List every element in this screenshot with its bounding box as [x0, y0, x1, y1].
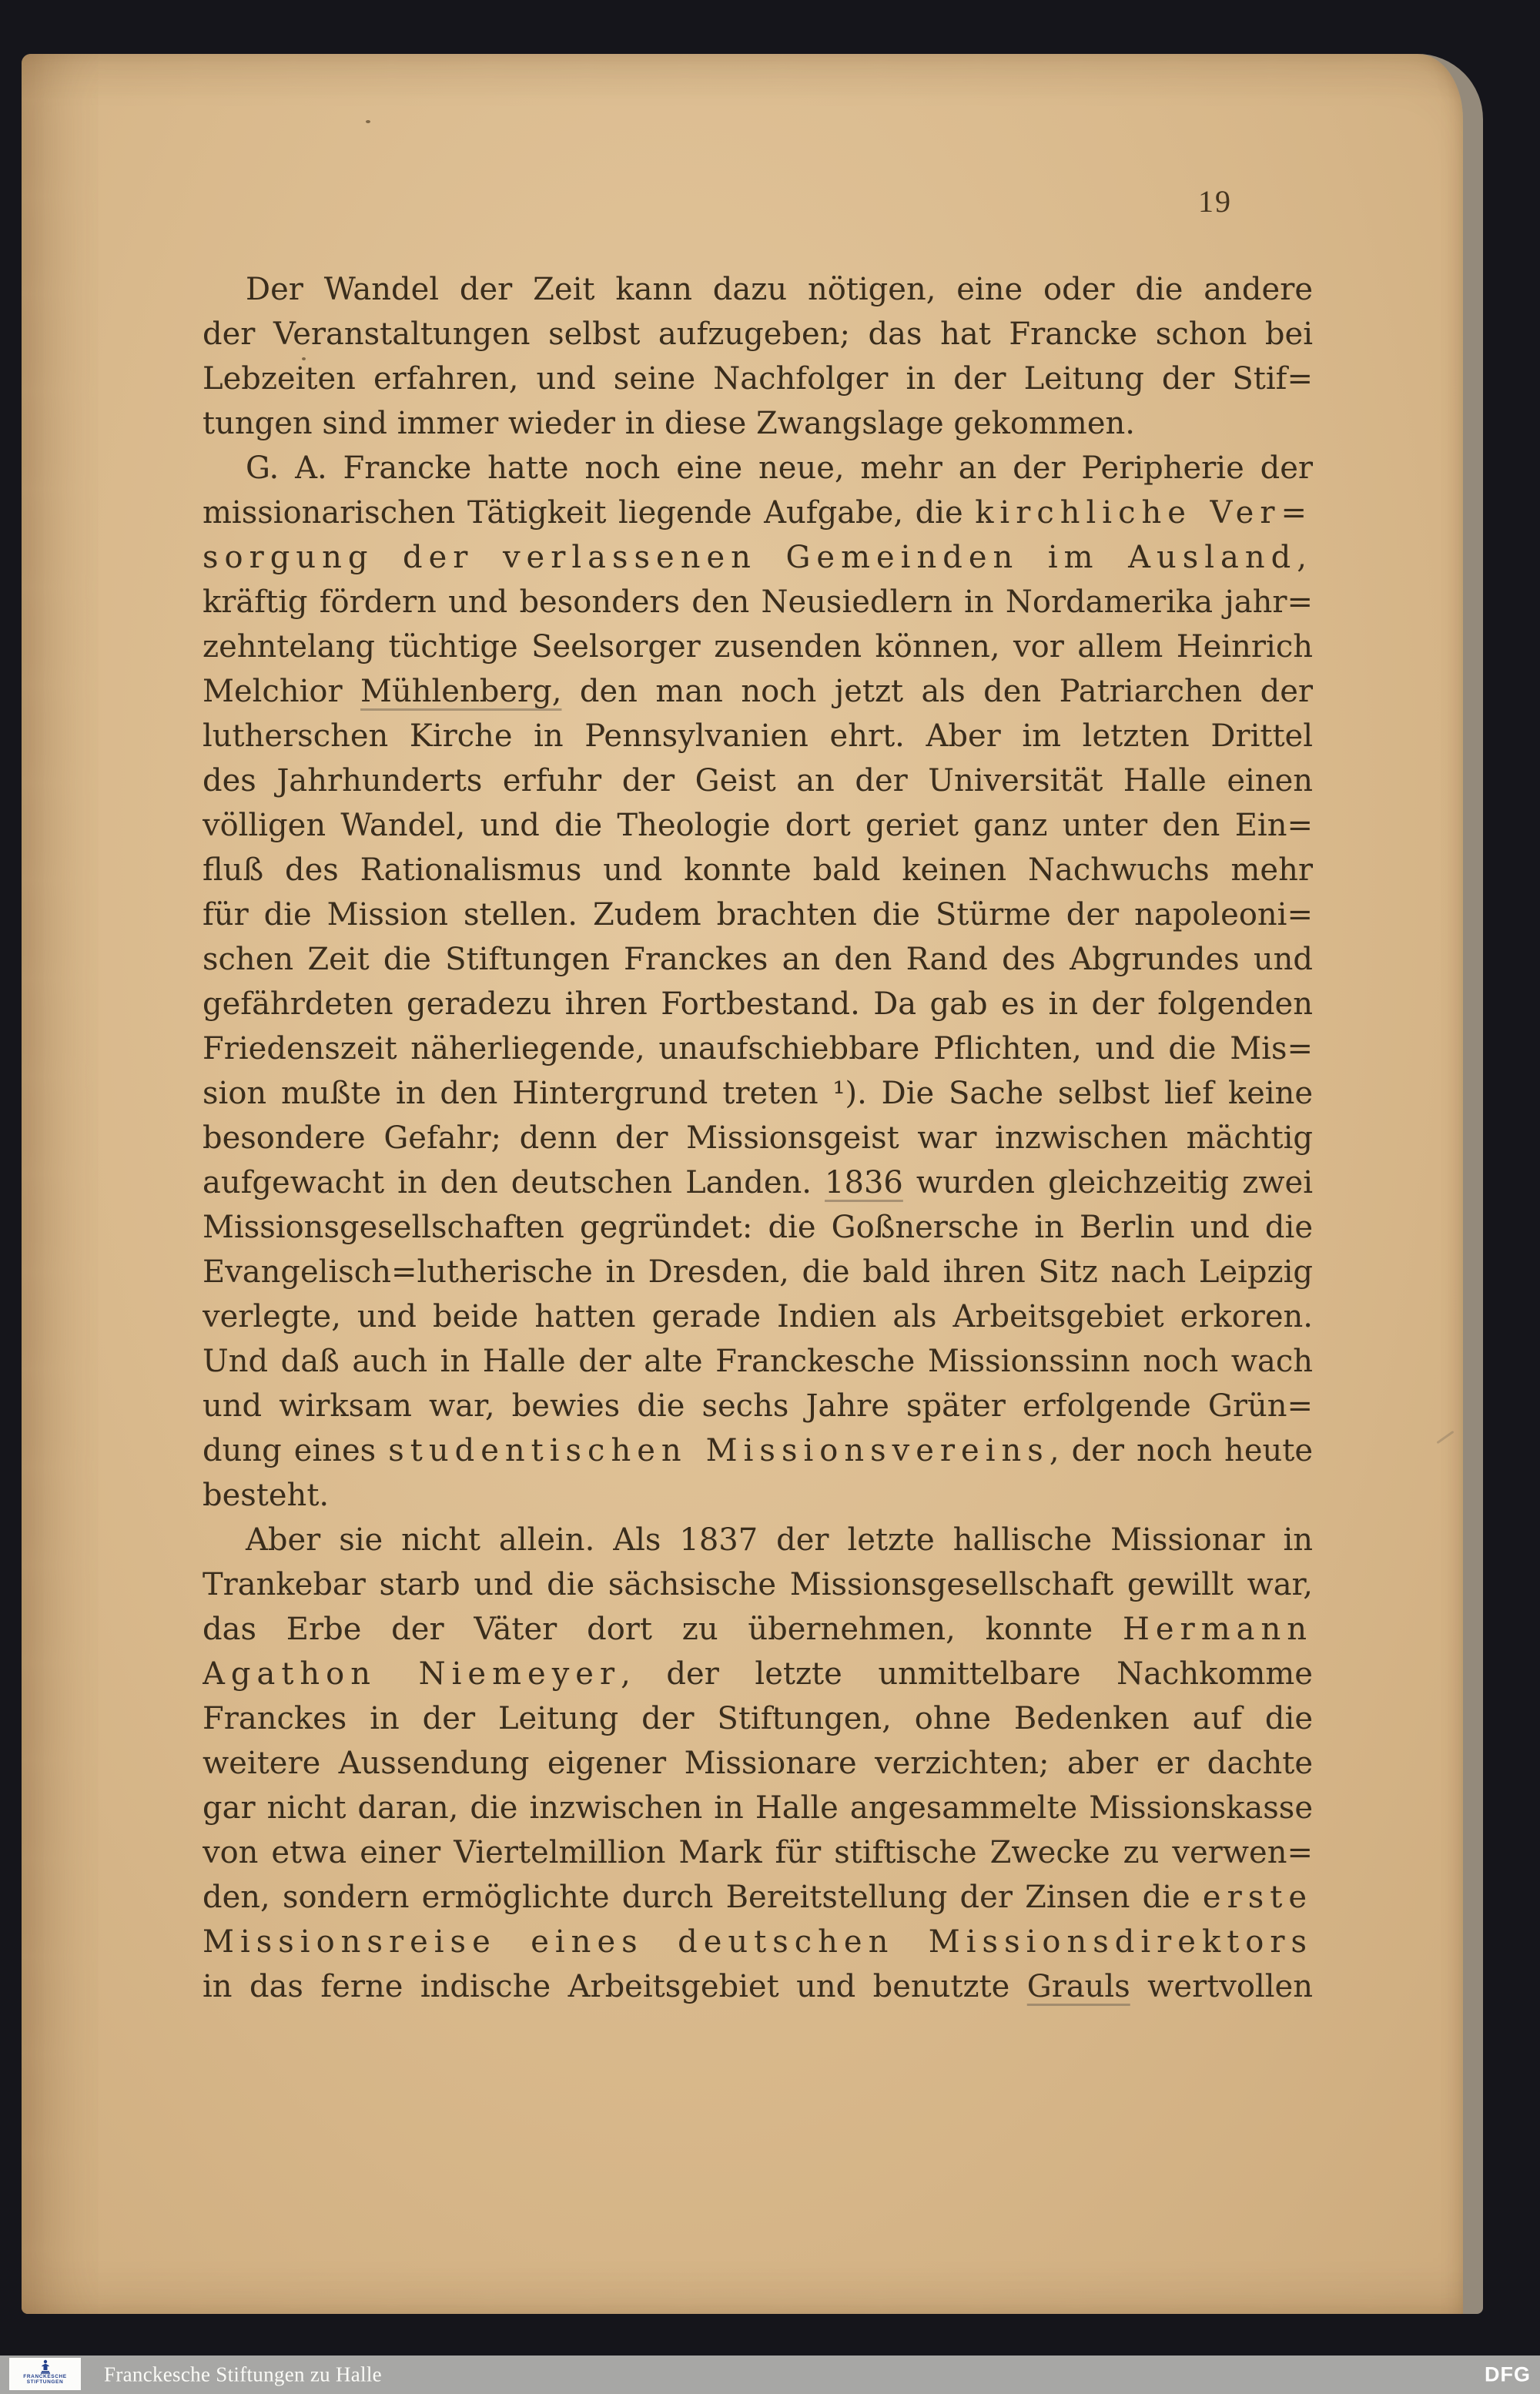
text-segment: Franckes in der Leitung der Stiftungen, ohne Bedenken auf die [203, 1701, 1313, 1736]
text-line [203, 312, 1313, 357]
text-segment: aufgewacht in den deutschen Landen. [203, 1165, 825, 1200]
text-line [203, 267, 1313, 312]
text-segment: Missionsreise eines deutschen Missionsdirektors [203, 1924, 1313, 1960]
text-line [203, 446, 1313, 491]
text-line [203, 1026, 1313, 1071]
text-block [203, 267, 1313, 2009]
text-segment: von etwa einer Viertelmillion Mark für stiftische Zwecke zu verwen= [203, 1835, 1313, 1870]
text-segment: besteht. [203, 1478, 330, 1513]
text-segment: verlegte, und beide hatten gerade Indien als Arbeitsgebiet erkoren. [203, 1299, 1313, 1334]
text-segment: fluß des Rationalismus und konnte bald keinen Nachwuchs mehr [203, 852, 1313, 888]
text-segment: für die Mission stellen. Zudem brachten die Stürme der napoleoni= [203, 897, 1313, 932]
dfg-logo: DFG [1485, 2362, 1531, 2386]
pencil-margin-mark [1436, 1431, 1454, 1444]
text-segment: kirchliche Ver= [975, 495, 1313, 531]
text-line [203, 669, 1313, 714]
text-segment: wertvollen [1130, 1969, 1313, 2004]
text-line [203, 1652, 1313, 1696]
text-line [203, 1250, 1313, 1294]
text-line [203, 1964, 1313, 2009]
text-line [203, 714, 1313, 758]
text-line [203, 535, 1313, 580]
logo-text-line1: FRANCKESCHE [23, 2374, 67, 2379]
text-segment: dung eines [203, 1433, 389, 1468]
text-line [203, 1116, 1313, 1160]
text-segment: sorgung der verlassenen Gemeinden im Ausland, [203, 540, 1313, 575]
text-line [203, 1473, 1313, 1518]
page-number: 19 [1198, 184, 1232, 219]
text-line [203, 1518, 1313, 1562]
text-segment: studentischen Missionsvereins [388, 1433, 1050, 1468]
text-line [203, 401, 1313, 446]
text-segment: und wirksam war, bewies die sechs Jahre später erfolgende Grün= [203, 1388, 1313, 1424]
footer-org-name: Franckesche Stiftungen zu Halle [104, 2362, 382, 2386]
text-line [203, 1741, 1313, 1786]
text-segment: Evangelisch=lutherische in Dresden, die bald ihren Sitz nach Leipzig [203, 1254, 1313, 1290]
text-segment: gar nicht daran, die inzwischen in Halle angesammelte Missionskasse [203, 1790, 1313, 1826]
text-segment: kräftig fördern und besonders den Neusiedlern in Nordamerika jahr= [203, 584, 1313, 620]
text-line [203, 1875, 1313, 1920]
text-segment: in das ferne indische Arbeitsgebiet und benutzte [203, 1969, 1027, 2004]
francke-statue-icon [38, 2359, 52, 2374]
text-line [203, 937, 1313, 982]
logo-text-line2: STIFTUNGEN [26, 2379, 64, 2385]
text-line [203, 803, 1313, 848]
text-segment: Lebzeiten erfahren, und seine Nachfolger in der Leitung der Stif= [203, 361, 1313, 397]
text-segment: das Erbe der Väter dort zu übernehmen, konnte [203, 1612, 1123, 1647]
text-segment: , der noch heute [1049, 1433, 1313, 1468]
text-segment: völligen Wandel, und die Theologie dort geriet ganz unter den Ein= [203, 808, 1313, 843]
text-segment: Und daß auch in Halle der alte Franckesche Missionssinn noch wach [203, 1344, 1313, 1379]
text-segment: gefährdeten geradezu ihren Fortbestand. Da gab es in der folgenden [203, 986, 1313, 1022]
text-segment: sion mußte in den Hintergrund treten ¹). Die Sache selbst lief keine [203, 1076, 1313, 1111]
text-segment: Der Wandel der Zeit kann dazu nötigen, eine oder die andere [246, 272, 1313, 307]
text-segment: Trankebar starb und die sächsische Missionsgesellschaft gewillt war, [203, 1567, 1313, 1602]
text-line [203, 491, 1313, 535]
text-segment: der Veranstaltungen selbst aufzugeben; das hat Francke schon bei [203, 316, 1313, 352]
text-line [203, 1562, 1313, 1607]
text-segment: des Jahrhunderts erfuhr der Geist an der Universität Halle einen [203, 763, 1313, 799]
text-line [203, 1294, 1313, 1339]
text-line [203, 580, 1313, 624]
text-segment: Agathon Niemeyer [203, 1656, 621, 1692]
pencil-underlined-text: Grauls [1026, 1969, 1130, 2004]
franckesche-stiftungen-logo [9, 2358, 81, 2390]
text-line [203, 892, 1313, 937]
text-line [203, 1205, 1313, 1250]
text-line [203, 357, 1313, 401]
text-segment: erste [1202, 1880, 1313, 1915]
text-segment: wurden gleichzeitig zwei [902, 1165, 1313, 1200]
text-line [203, 1786, 1313, 1830]
text-line [203, 848, 1313, 892]
text-segment: Hermann [1123, 1612, 1313, 1647]
book-page [22, 54, 1483, 2314]
text-line [203, 758, 1313, 803]
text-line [203, 1428, 1313, 1473]
text-line [203, 1920, 1313, 1964]
text-segment: Missionsgesellschaften gegründet: die Goßnersche in Berlin und die [203, 1210, 1313, 1245]
text-segment: Friedenszeit näherliegende, unaufschiebbare Pflichten, und die Mis= [203, 1031, 1313, 1066]
text-segment: den, sondern ermöglichte durch Bereitstellung der Zinsen die [203, 1880, 1203, 1915]
text-segment: schen Zeit die Stiftungen Franckes an den Rand des Abgrundes und [203, 942, 1313, 977]
text-line [203, 1696, 1313, 1741]
text-line [203, 1607, 1313, 1652]
text-segment: den man noch jetzt als den Patriarchen der [561, 674, 1313, 709]
text-segment: , der letzte unmittelbare Nachkomme [621, 1656, 1313, 1692]
text-line [203, 624, 1313, 669]
paper-speck [366, 120, 370, 123]
text-segment: besondere Gefahr; denn der Missionsgeist war inzwischen mächtig [203, 1120, 1313, 1156]
text-segment: weitere Aussendung eigener Missionare verzichten; aber er dachte [203, 1746, 1313, 1781]
paper-speck [302, 357, 306, 360]
text-line [203, 1160, 1313, 1205]
footer-bar [0, 2355, 1540, 2394]
text-line [203, 1339, 1313, 1384]
text-segment: Melchior [203, 674, 361, 709]
text-line [203, 1384, 1313, 1428]
text-line [203, 982, 1313, 1026]
text-segment: zehntelang tüchtige Seelsorger zusenden können, vor allem Heinrich [203, 629, 1313, 665]
text-segment: lutherschen Kirche in Pennsylvanien ehrt. Aber im letzten Drittel [203, 718, 1313, 754]
text-segment: missionarischen Tätigkeit liegende Aufgabe, die [203, 495, 976, 531]
text-segment: G. A. Francke hatte noch eine neue, mehr an der Peripherie der [246, 450, 1313, 486]
text-segment: tungen sind immer wieder in diese Zwangslage gekommen. [203, 406, 1135, 441]
logo-caption [23, 2374, 66, 2385]
pencil-underlined-text: 1836 [825, 1165, 903, 1200]
text-line [203, 1071, 1313, 1116]
pencil-underlined-text: Mühlenberg, [360, 674, 562, 709]
text-line [203, 1830, 1313, 1875]
text-segment: Aber sie nicht allein. Als 1837 der letzte hallische Missionar in [246, 1522, 1313, 1558]
